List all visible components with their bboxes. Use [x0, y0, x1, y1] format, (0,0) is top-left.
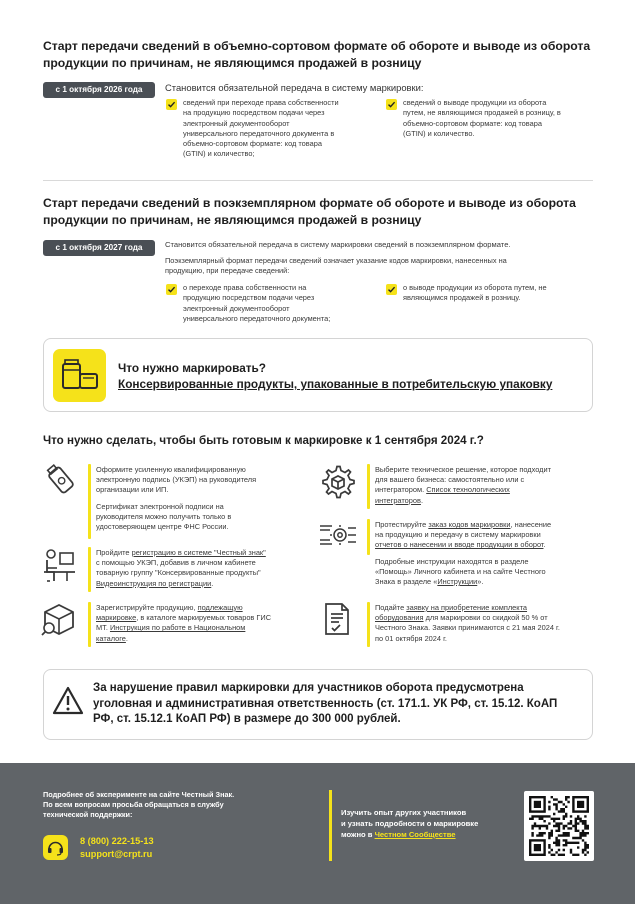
section2-title-line2: продукции по причинам, не являющимся продажей в розницу	[43, 213, 422, 227]
check-icon	[166, 284, 177, 295]
step1-accent-bar	[88, 464, 91, 539]
footer-info: Подробнее об эксперименте на сайте Честный Знак. По всем вопросам просьба обращаться в службу технической поддержки:	[43, 790, 235, 819]
step4-accent-bar	[367, 464, 370, 509]
warning-icon	[52, 686, 84, 721]
gear-box-icon	[320, 464, 356, 505]
check-icon	[386, 284, 397, 295]
cans-icon	[53, 349, 106, 402]
what-question: Что нужно маркировать?	[118, 361, 266, 375]
section1-right-item: сведений о выводе продукции из оборота путем, не являющимся продажей в розницу, в объемно-сортовом формате: код товара (GTIN) и количество.	[403, 98, 561, 138]
what-answer-link[interactable]: Консервированные продукты, упакованные в потребительскую упаковку	[118, 377, 553, 391]
section1-intro: Становится обязательной передача в систему маркировки:	[165, 82, 424, 93]
section1-date-badge: с 1 октября 2026 года	[43, 82, 155, 98]
support-phone[interactable]: 8 (800) 222-15-13	[80, 836, 154, 846]
registration-link[interactable]: регистрацию в системе "Честный знак"	[131, 548, 266, 557]
national-catalog-link[interactable]: Инструкция по работе в Национальном	[109, 623, 246, 633]
what-to-mark-box	[43, 338, 593, 412]
section1-title-line1: Старт передачи сведений в объемно-сортовом формате об обороте и выводе из оборота	[43, 39, 591, 53]
support-email[interactable]: support@crpt.ru	[80, 849, 153, 859]
code-order-link[interactable]: заказ кодов маркировки	[428, 520, 511, 529]
document-icon	[322, 601, 352, 642]
footer-contacts	[80, 835, 154, 861]
section1-left-item: сведений при переходе права собственности на продукцию посредством подачи через электронный документооборот универсального передаточного документа в объемно-сортовом формате: код товара (GTIN) и количество;	[183, 98, 339, 159]
todo-title: Что нужно сделать, чтобы быть готовым к маркировке к 1 сентября 2024 г.?	[43, 434, 484, 447]
national-catalog-link-cont[interactable]: каталоге	[96, 633, 126, 643]
step2-accent-bar	[88, 547, 91, 592]
process-gear-icon	[318, 520, 358, 555]
section1-title	[43, 38, 590, 72]
footer-accent-bar	[329, 790, 332, 861]
box-search-icon	[41, 600, 79, 641]
equipment-application-link[interactable]: заявку на приобретение комплекта	[406, 603, 528, 612]
step2-text: Пройдите регистрацию в системе "Честный знак" с помощью УКЭП, добавив в личном кабинете товарную группу "Консервированные продукты" Видеоинструкция по регистрации.	[96, 548, 266, 588]
usb-token-icon	[43, 462, 79, 503]
step4-text: Выберите техническое решение, которое подходит для вашего бизнеса: самостоятельно или с интегратором. Список технологических интеграторов.	[375, 465, 552, 505]
section2-left-item: о переходе права собственности на продукцию посредством подачи через электронный документооборот универсального передаточного документа;	[183, 283, 331, 323]
section2-title	[43, 195, 576, 229]
equipment-application-link-cont[interactable]: оборудования	[375, 613, 424, 623]
workstation-icon	[41, 546, 77, 589]
divider	[43, 180, 593, 181]
integrators-link[interactable]: Список технологических	[426, 485, 510, 495]
marking-products-link-cont[interactable]: маркировке	[96, 613, 137, 623]
instructions-link[interactable]: Инструкции	[437, 577, 478, 587]
step1-text: Оформите усиленную квалифицированную электронную подпись (УКЭП) на руководителя организации или ИП. Сертификат электронной подписи на руководителя можно получить только в удостоверяющем центре ФНС России.	[96, 465, 257, 532]
registration-video-link[interactable]: Видеоинструкция по регистрации	[96, 578, 212, 588]
integrators-link-cont[interactable]: интеграторов	[375, 495, 421, 505]
step5-text: Протестируйте заказ кодов маркировки, нанесение на продукцию и передачу в систему маркировки отчетов о нанесении и вводе продукции в оборот. Подробные инструкции находятся в разделе «Помощь» Личного кабинета и на сайте Честного Знака в разделе «Инструкции».	[375, 520, 552, 587]
community-text: Изучить опыт других участников и узнать подробности о маркировке можно в Честном Сообществе	[341, 808, 479, 839]
marking-products-link[interactable]: подлежащую	[197, 603, 243, 612]
warning-text: За нарушение правил маркировки для участников оборота предусмотрена уголовная и административная ответственность (ст. 171.1. УК РФ, ст. 15.12. КоАП РФ, ст. 15.12.1 КоАП РФ) в размере до 300 000 рублей.	[93, 682, 558, 725]
step6-accent-bar	[367, 602, 370, 647]
section2-date-badge: с 1 октября 2027 года	[43, 240, 155, 256]
section2-desc: Поэкземплярный формат передачи сведений означает указание кодов маркировки, нанесенных на продукцию, при передаче сведений:	[165, 256, 507, 276]
step3-accent-bar	[88, 602, 91, 647]
headset-icon	[43, 835, 68, 860]
step5-accent-bar	[367, 519, 370, 555]
reports-link[interactable]: отчетов о нанесении и вводе продукции в оборот	[375, 540, 544, 550]
check-icon	[166, 99, 177, 110]
section2-intro: Становится обязательной передача в систему маркировки сведений в поэкземплярном формате.	[165, 240, 511, 249]
section2-title-line1: Старт передачи сведений в поэкземплярном формате об обороте и выводе из оборота	[43, 196, 576, 210]
step6-text: Подайте заявку на приобретение комплекта оборудования для маркировки со скидкой 50 % от Честного Знака. Заявки принимаются с 21 мая 2024 г. по 01 октября 2024 г.	[375, 603, 560, 643]
community-link[interactable]: Честном Сообществе	[374, 830, 456, 839]
qr-code[interactable]	[524, 791, 594, 861]
section1-title-line2: продукции по причинам, не являющимся продажей в розницу	[43, 56, 422, 70]
section2-right-item: о выводе продукции из оборота путем, не являющимся продажей в розницу.	[403, 283, 547, 303]
step3-text: Зарегистрируйте продукцию, подлежащую маркировке, в каталоге маркируемых товаров ГИС МТ. Инструкция по работе в Национальном каталоге.	[96, 603, 272, 643]
check-icon	[386, 99, 397, 110]
